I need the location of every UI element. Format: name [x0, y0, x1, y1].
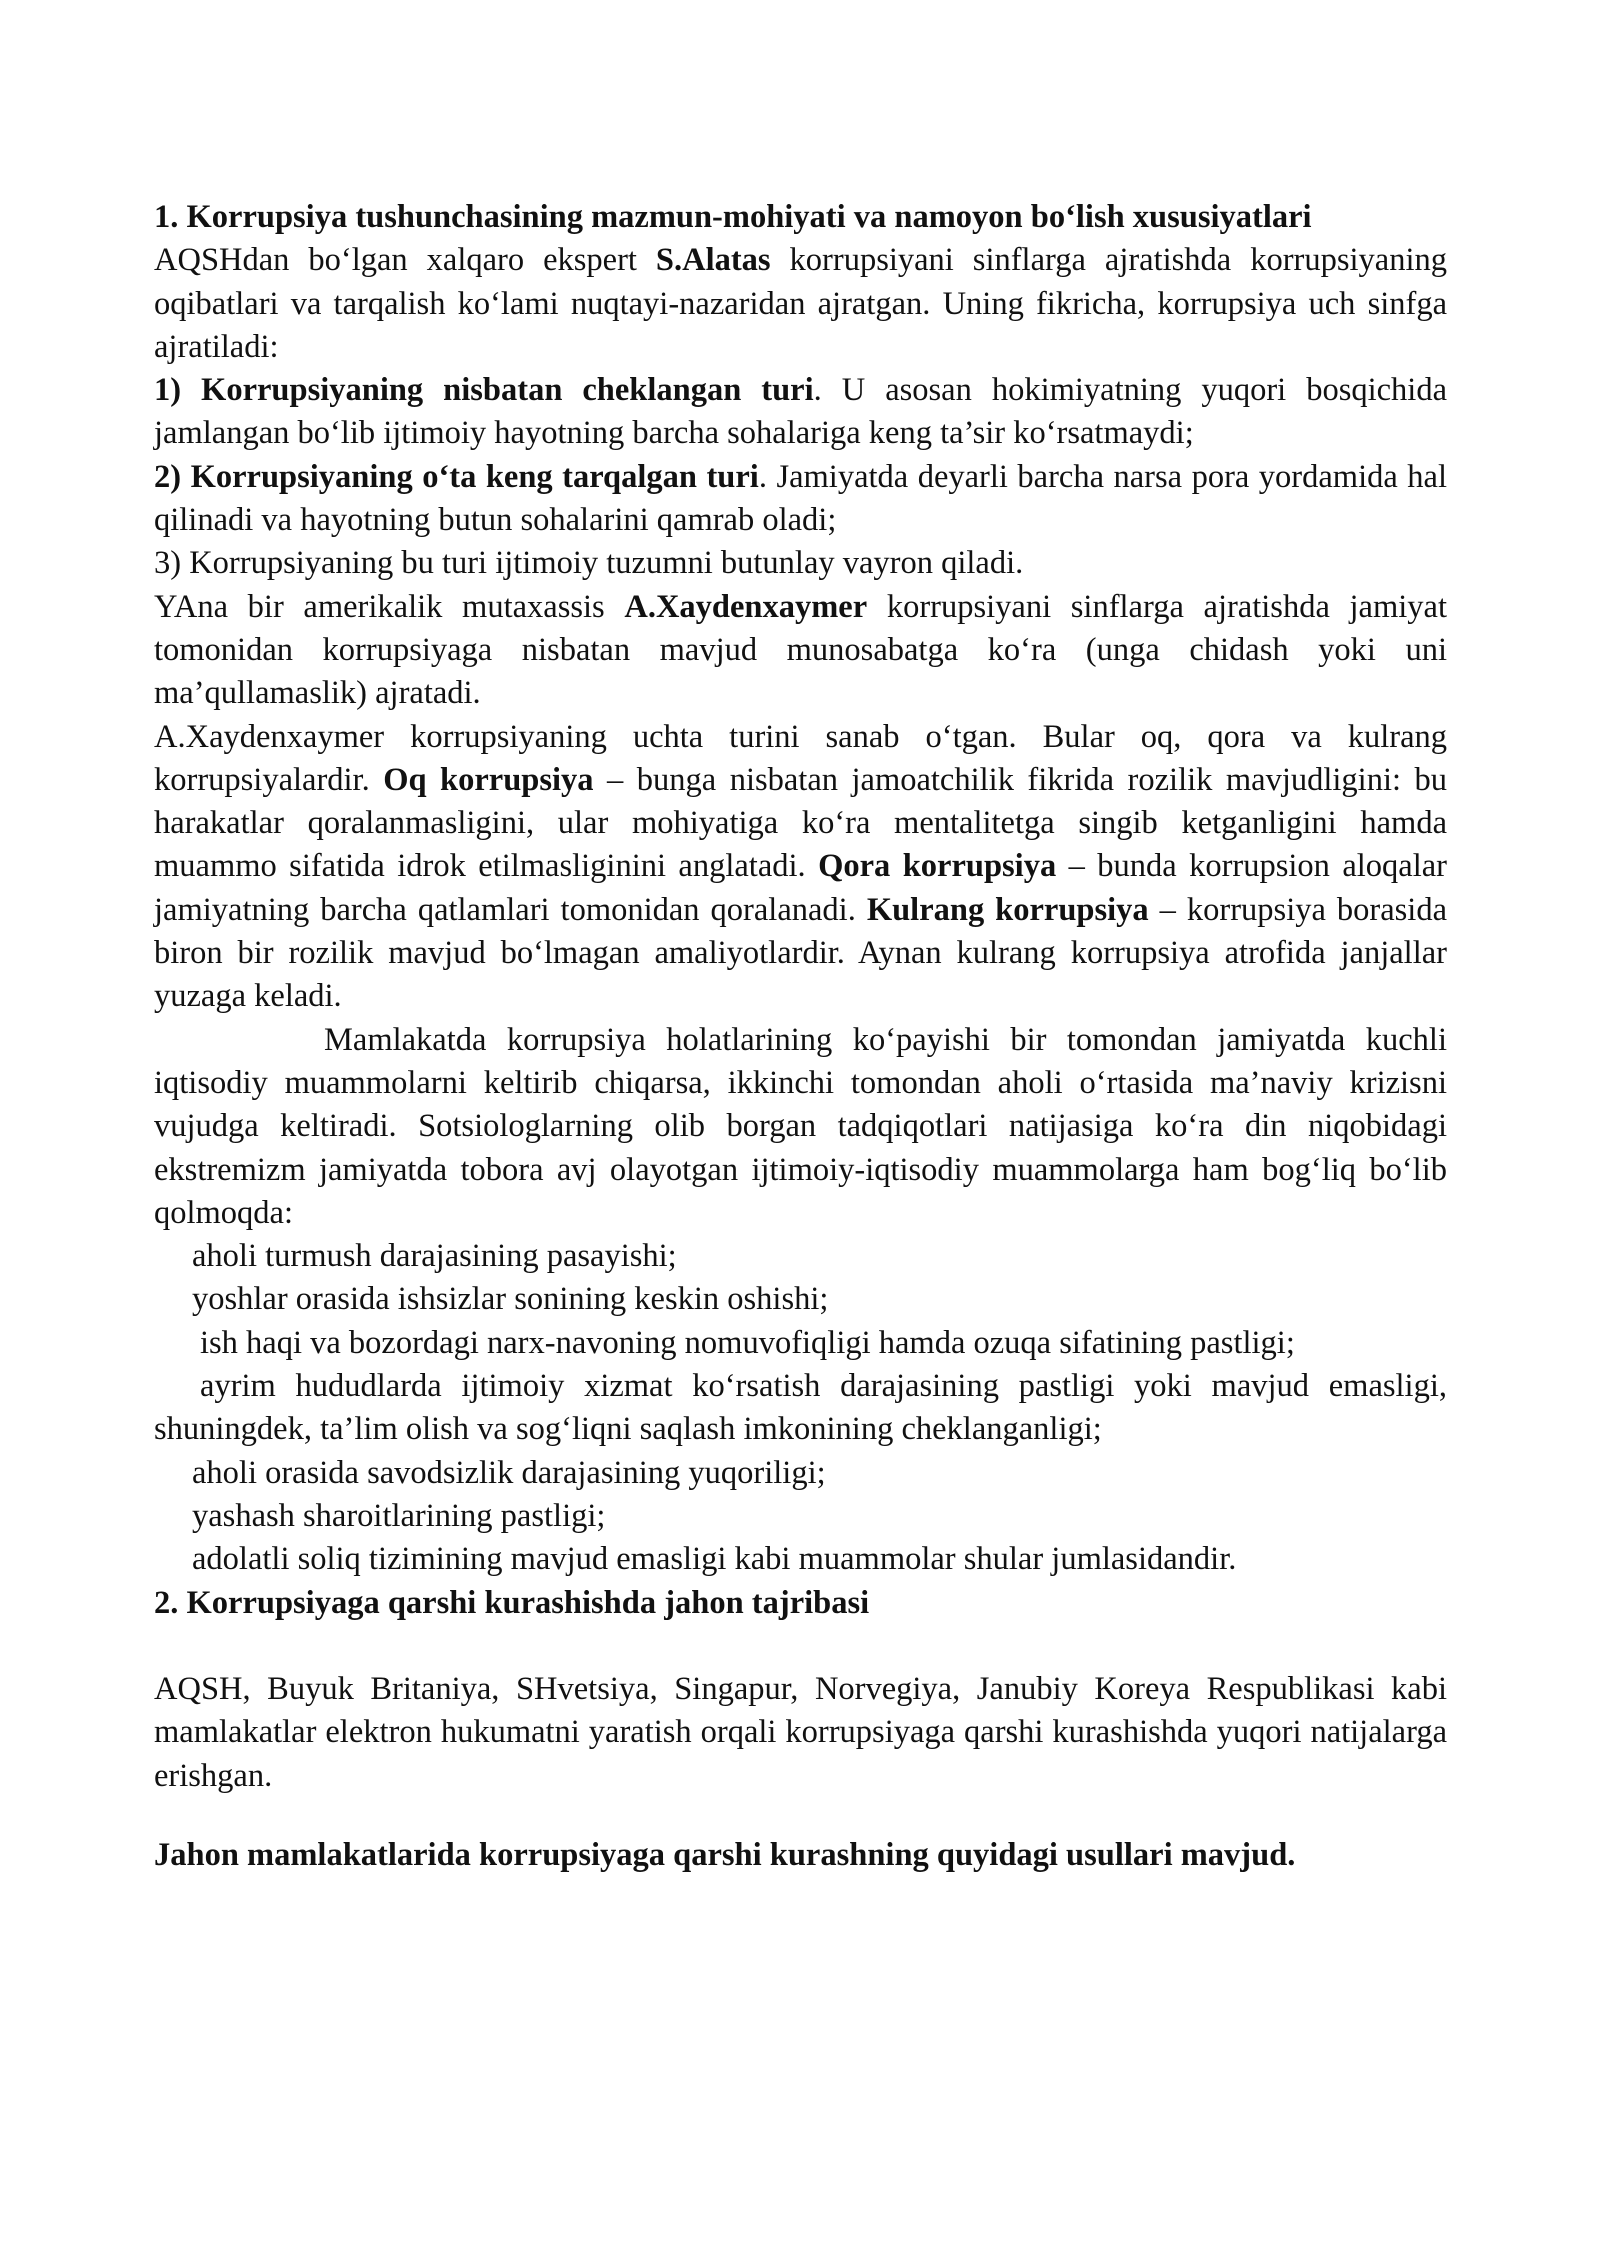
- country-paragraph: Mamlakatda korrupsiya holatlarining ko‘payishi bir tomondan jamiyatda kuchli iqtisodiy muammolarni keltirib chiqarsa, ikkinchi tomondan aholi o‘rtasida ma’naviy krizisni vujudga keltiradi. Sotsiologlarning olib borgan tadqiqotlari natijasiga ko‘ra din niqobidagi ekstremizm jamiyatda tobora avj olayotgan ijtimoiy-iqtisodiy muammolarga ham bog‘liq bo‘lib qolmoqda:: [154, 1021, 1447, 1231]
- problem-item: ish haqi va bozordagi narx-navoning nomuvofiqligi hamda ozuqa sifatining pastligi;: [200, 1324, 1295, 1361]
- problem-item: aholi orasida savodsizlik darajasining yuqoriligi;: [192, 1454, 826, 1491]
- problem-item: yoshlar orasida ishsizlar sonining keskin oshishi;: [192, 1281, 829, 1318]
- spacer: [154, 1798, 1447, 1834]
- corruption-type-2: 2) Korrupsiyaning o‘ta keng tarqalgan turi. Jamiyatda deyarli barcha narsa pora yordamida hal qilinadi va hayotning butun sohalarini qamrab oladi;: [154, 458, 1447, 539]
- methods-heading: Jahon mamlakatlarida korrupsiyaga qarshi kurashning quyidagi usullari mavjud.: [154, 1836, 1296, 1873]
- problem-item: aholi turmush darajasining pasayishi;: [192, 1238, 677, 1275]
- corruption-type-1: 1) Korrupsiyaning nisbatan cheklangan turi. U asosan hokimiyatning yuqori bosqichida jamlangan bo‘lib ijtimoiy hayotning barcha sohalariga keng ta’sir ko‘rsatmaydi;: [154, 372, 1448, 452]
- document-page: [154, 196, 1447, 1877]
- section-1-heading: 1. Korrupsiya tushunchasining mazmun-mohiyati va namoyon bo‘lish xususiyatlari: [154, 199, 1312, 235]
- heidenheimer-paragraph: YAna bir amerikalik mutaxassis A.Xaydenxaymer korrupsiyani sinflarga ajratishda jamiyat tomonidan korrupsiyaga nisbatan mavjud munosabatga ko‘ra (unga chidash yoki uni ma’qullamaslik) ajratadi.: [154, 588, 1447, 712]
- section-2-heading: 2. Korrupsiyaga qarshi kurashishda jahon tajribasi: [154, 1584, 870, 1621]
- problem-item: yashash sharoitlarining pastligi;: [192, 1497, 606, 1534]
- spacer: [154, 1625, 1447, 1668]
- corruption-type-3: 3) Korrupsiyaning bu turi ijtimoiy tuzumni butunlay vayron qiladi.: [154, 545, 1024, 582]
- e-government-paragraph: AQSH, Buyuk Britaniya, SHvetsiya, Singapur, Norvegiya, Janubiy Koreya Respublikasi kabi mamlakatlar elektron hukumatni yaratish orqali korrupsiyaga qarshi kurashishda yuqori natijalarga erishgan.: [154, 1671, 1447, 1794]
- alatas-paragraph: AQSHdan bo‘lgan xalqaro ekspert S.Alatas korrupsiyani sinflarga ajratishda korrupsiyaning oqibatlari va tarqalish ko‘lami nuqtayi-nazaridan ajratgan. Uning fikricha, korrupsiya uch sinfga ajratiladi:: [154, 242, 1447, 365]
- color-corruption-paragraph: A.Xaydenxaymer korrupsiyaning uchta turini sanab o‘tgan. Bular oq, qora va kulrang korrupsiyalardir. Oq korrupsiya – bunga nisbatan jamoatchilik fikrida rozilik mavjudligini: bu harakatlar qoralanmasligini, ular mohiyatiga ko‘ra mentalitetga singib ketganligini hamda muammo sifatida idrok etilmasliginini anglatadi. Qora korrupsiya – bunda korrupsion aloqalar jamiyatning barcha qatlamlari tomonidan qoralanadi. Kulrang korrupsiya – korrupsiya borasida biron bir rozilik mavjud bo‘lmagan amaliyotlardir. Aynan kulrang korrupsiya atrofida janjallar yuzaga keladi.: [154, 718, 1447, 1015]
- problem-item: adolatli soliq tizimining mavjud emasligi kabi muammolar shular jumlasidandir.: [192, 1541, 1237, 1578]
- problem-item: ayrim hududlarda ijtimoiy xizmat ko‘rsatish darajasining pastligi yoki mavjud emasligi, shuningdek, ta’lim olish va sog‘liqni saqlash imkonining cheklanganligi;: [154, 1368, 1447, 1448]
